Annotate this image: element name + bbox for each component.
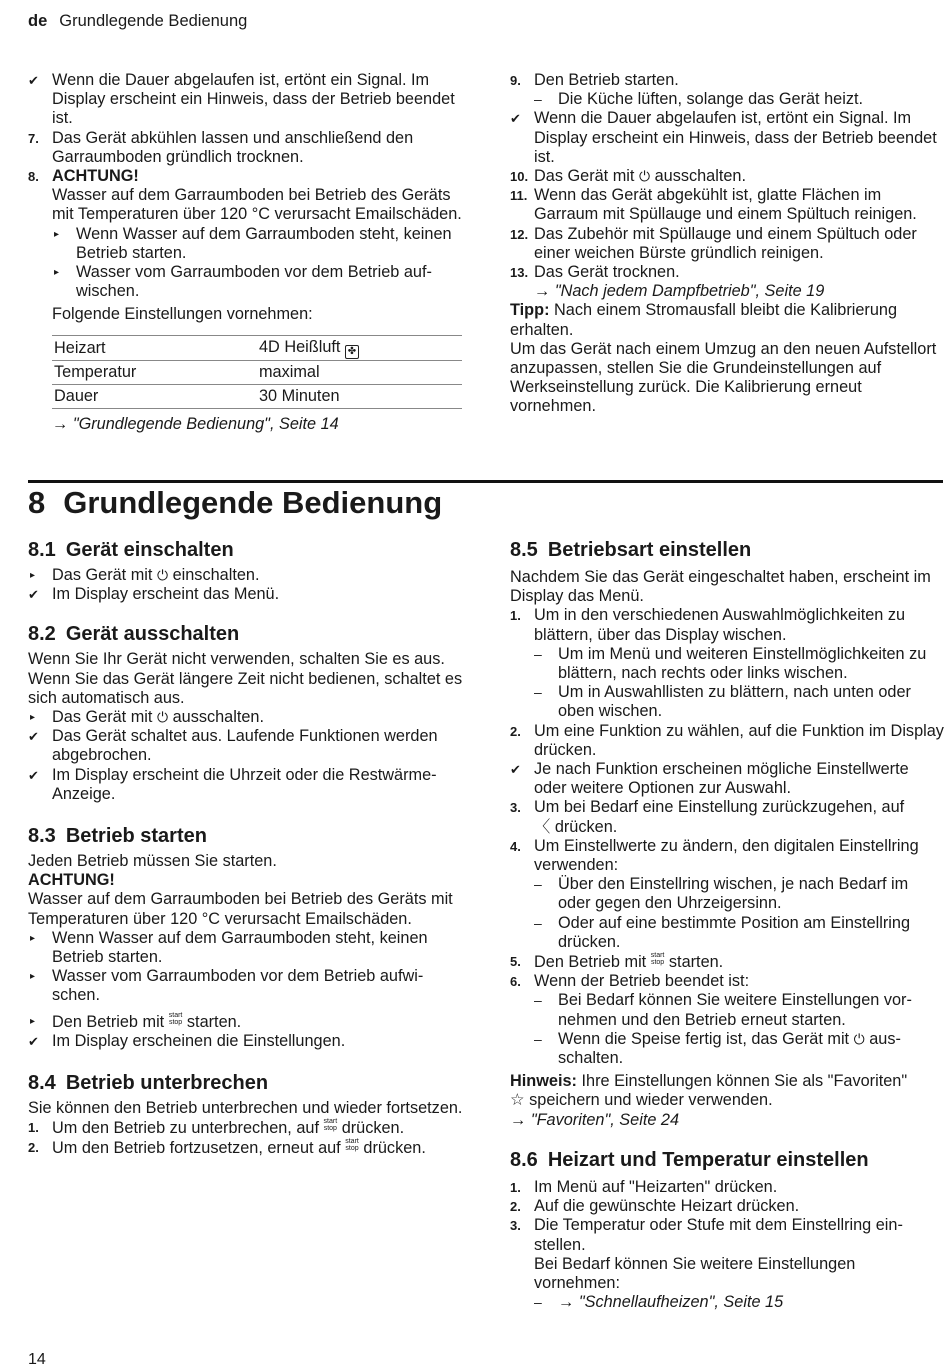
start-stop-icon <box>324 1118 338 1132</box>
star-icon: ☆ <box>510 1091 525 1110</box>
4d-hot-air-icon: ✤ <box>345 345 359 359</box>
step-number: 3. <box>510 800 521 816</box>
power-icon: ⏻ <box>853 1030 865 1047</box>
start-stop-bottom: stop <box>650 959 665 967</box>
step-text: Das Gerät trocknen. <box>534 263 680 282</box>
result-text: Im Display erscheint das Menü. <box>52 585 280 604</box>
action-text: einschalten. <box>172 566 260 584</box>
step-7 <box>28 129 463 167</box>
triangle-bullet-icon: ▸ <box>54 267 60 279</box>
triangle-bullet-icon: ▸ <box>30 570 36 581</box>
section-title: Betrieb unterbrechen <box>65 1072 269 1095</box>
section-8-4-heading <box>28 1071 463 1095</box>
arrow-right-icon: → <box>534 282 551 301</box>
step-10 <box>510 167 945 186</box>
list-item <box>28 708 463 727</box>
result-text: Das Gerät schaltet aus. Laufende Funktionen werden abgebrochen. <box>52 727 438 765</box>
step-number: 1. <box>510 1179 521 1195</box>
result-text: Wenn die Dauer abgelaufen ist, ertönt ein Signal. Im Display erscheint ein Hinweis, dass der Betrieb beendet ist. <box>534 109 937 166</box>
table-cell <box>257 335 462 360</box>
right-top-column <box>510 71 945 417</box>
start-stop-top: start <box>650 952 665 960</box>
result-text: Wenn die Dauer abgelaufen ist, ertönt ein Signal. Im Display erscheint ein Hinweis, dass der Betrieb beendet ist. <box>52 71 455 128</box>
step-number: 13. <box>510 265 529 281</box>
sub-step-text: Bei Bedarf können Sie weitere Einstellungen vornehmen und den Betrieb erneut starten. <box>558 991 912 1029</box>
note-text: Ihre Einstellungen können Sie als "Favoriten" <box>581 1072 908 1091</box>
list-item <box>28 71 463 129</box>
start-stop-top: start <box>168 1011 183 1019</box>
step-number: 4. <box>510 838 521 854</box>
list-item <box>28 263 463 301</box>
step-8 <box>28 167 463 186</box>
list-item <box>28 566 463 585</box>
start-stop-bottom: stop <box>345 1145 359 1153</box>
section-number: 8.6 <box>510 1148 538 1171</box>
chapter-title: Grundlegende Bedienung <box>63 485 443 520</box>
sub-step-text: Über den Einstellring wischen, je nach Bedarf im oder gegen den Uhrzeigersinn. <box>558 875 909 913</box>
step-number: 5. <box>510 954 521 970</box>
step-4 <box>510 837 945 875</box>
step-number: 10. <box>510 169 529 185</box>
list-item <box>510 875 945 913</box>
table-cell: maximal <box>257 360 462 384</box>
step-text: Den Betrieb mit <box>534 953 647 972</box>
dash-bullet: – <box>534 91 542 108</box>
section-title: Betrieb starten <box>65 825 207 848</box>
sub-step-text: Oder auf eine bestimmte Position am Einstellring drücken. <box>558 913 911 951</box>
step-number: 3. <box>510 1218 521 1234</box>
tip-paragraph <box>510 301 945 339</box>
list-item <box>510 683 945 721</box>
cross-reference[interactable] <box>28 415 463 434</box>
power-icon: ⏻ <box>156 567 169 583</box>
xref-text[interactable]: "Grundlegende Bedienung", Seite 14 <box>72 414 339 433</box>
section-number: 8.2 <box>28 623 56 646</box>
note-label: Hinweis: <box>510 1072 577 1091</box>
paragraph: Nachdem Sie das Gerät eingeschaltet haben, erscheint im Display das Menü. <box>510 568 931 606</box>
step-6 <box>510 972 945 991</box>
list-item <box>28 967 463 1005</box>
table-row <box>52 335 462 360</box>
dash-bullet: – <box>534 1030 542 1047</box>
check-icon: ✔ <box>28 1033 39 1049</box>
step-2 <box>510 1197 945 1216</box>
action-text: Das Gerät mit <box>52 708 153 727</box>
section-8-1-heading <box>28 538 463 562</box>
section-8-2-heading <box>28 622 463 646</box>
triangle-bullet-icon: ▸ <box>30 932 36 944</box>
dash-bullet: – <box>534 1294 542 1311</box>
cross-reference[interactable] <box>510 282 945 301</box>
sub-step-text: ausschalten. <box>558 1029 901 1068</box>
table-cell: Temperatur <box>52 360 257 384</box>
result-text: Im Display erscheinen die Einstellungen. <box>52 1031 346 1050</box>
list-item <box>28 1032 463 1051</box>
section-8-5-heading <box>510 538 945 562</box>
start-stop-top: start <box>323 1118 338 1126</box>
note-text: speichern und wieder verwenden. <box>529 1091 773 1110</box>
action-text: starten. <box>186 1012 242 1031</box>
sub-step-text: Die Küche lüften, solange das Gerät heizt. <box>558 90 864 109</box>
tip-text-2: Um das Gerät nach einem Umzug an den neuen Aufstellort anzupassen, stellen Sie die Grundeinstellungen auf Werkseinstellung zurück. Die Kalibrierung erneut vornehmen. <box>510 339 937 416</box>
page-number: 14 <box>28 1351 46 1368</box>
triangle-bullet-icon: ▸ <box>30 712 36 724</box>
list-item <box>510 914 945 952</box>
list-item <box>28 727 463 765</box>
list-item <box>28 585 463 604</box>
step-12 <box>510 225 945 263</box>
sub-step-text: Um in Auswahllisten zu blättern, nach unten oder oben wischen. <box>558 683 911 721</box>
step-text: Im Menü auf "Heizarten" drücken. <box>534 1177 778 1196</box>
power-icon: ⏻ <box>638 168 651 185</box>
table-cell: Dauer <box>52 384 257 408</box>
table-row <box>52 360 462 384</box>
section-number: 8.1 <box>28 539 56 561</box>
list-item <box>510 90 945 109</box>
start-stop-bottom: stop <box>323 1125 337 1133</box>
table-cell: Heizart <box>52 335 257 360</box>
list-item <box>28 1012 463 1032</box>
step-text: Die Temperatur oder Stufe mit dem Einstellring einstellen. <box>534 1216 903 1254</box>
step-number: 2. <box>510 723 521 739</box>
list-item <box>510 645 945 683</box>
step-number: 8. <box>28 169 39 185</box>
triangle-bullet-icon: ▸ <box>30 1015 36 1027</box>
step-number: 11. <box>510 188 528 204</box>
power-icon: ⏻ <box>156 709 169 726</box>
list-item <box>28 929 463 967</box>
step-text: Um den Betrieb zu unterbrechen, auf <box>52 1119 319 1138</box>
dash-bullet: – <box>534 645 542 662</box>
right-bottom-column <box>510 538 945 1312</box>
step-text: ausschalten. <box>654 167 746 186</box>
step-text: drücken. <box>341 1119 405 1138</box>
arrow-right-icon: → <box>510 1110 527 1129</box>
step-text: Um bei Bedarf eine Einstellung zurückzugehen, auf <box>534 798 905 817</box>
start-stop-icon <box>169 1012 183 1026</box>
step-number: 12. <box>510 226 529 242</box>
header-title: Grundlegende Bedienung <box>59 12 248 30</box>
step-text: Bei Bedarf können Sie weitere Einstellungen vornehmen: <box>534 1254 856 1292</box>
step-number: 1. <box>28 1120 39 1136</box>
check-icon: ✔ <box>510 762 521 778</box>
list-item <box>28 766 463 804</box>
tip-label: Tipp: <box>510 301 550 320</box>
step-9 <box>510 71 945 90</box>
warning-text: Wasser auf dem Garraumboden bei Betrieb des Geräts mit Temperaturen über 120 °C verursacht Emailschäden. <box>28 890 453 928</box>
running-header <box>28 12 247 31</box>
result-text: Im Display erscheint die Uhrzeit oder die Restwärme-Anzeige. <box>52 765 437 803</box>
step-text: drücken. <box>554 817 618 836</box>
paragraph: Sie können den Betrieb unterbrechen und wieder fortsetzen. <box>28 1099 463 1118</box>
step-text: Das Zubehör mit Spüllauge und einem Spültuch oder einer weichen Bürste gründlich reinigen. <box>534 224 917 262</box>
step-number: 1. <box>510 608 521 624</box>
action-text: ausschalten. <box>172 708 264 727</box>
back-chevron-icon: 〈 <box>534 817 551 836</box>
start-stop-top: start <box>345 1138 359 1146</box>
paragraph: Wenn Sie Ihr Gerät nicht verwenden, schalten Sie es aus. Wenn Sie das Gerät längere Zeit nicht bedienen, schaltet es sich automatisch aus. <box>28 650 463 707</box>
start-stop-bottom: stop <box>168 1018 183 1026</box>
step-5 <box>510 952 945 972</box>
dash-bullet: – <box>534 684 542 701</box>
step-text: Das Gerät mit <box>534 167 635 186</box>
list-item <box>510 760 945 798</box>
start-stop-icon <box>651 952 665 966</box>
section-8-6-heading <box>510 1148 945 1172</box>
step-1 <box>510 606 945 644</box>
step-text: drücken. <box>363 1139 426 1158</box>
xref-text[interactable]: "Favoriten", Seite 24 <box>530 1110 680 1129</box>
step-number: 7. <box>28 130 39 146</box>
language-code: de <box>28 12 48 30</box>
left-bottom-column <box>28 538 463 1159</box>
check-icon: ✔ <box>28 729 39 745</box>
heating-mode-value: 4D Heißluft <box>259 337 341 356</box>
step-1 <box>510 1178 945 1197</box>
action-text: Das Gerät mit <box>52 566 153 584</box>
triangle-bullet-icon: ▸ <box>30 971 36 983</box>
dash-bullet: – <box>534 914 542 931</box>
step-2 <box>510 722 945 760</box>
step-text: Um Einstellwerte zu ändern, den digitalen Einstellring verwenden: <box>534 836 919 875</box>
dash-bullet: – <box>534 992 542 1009</box>
step-text: Um den Betrieb fortzusetzen, erneut auf <box>52 1139 341 1158</box>
chapter-heading <box>28 486 460 520</box>
left-top-column <box>28 71 463 434</box>
sub-step-text: Wenn die Speise fertig ist, das Gerät mit <box>558 1029 850 1048</box>
section-number: 8.4 <box>28 1072 56 1095</box>
action-text: Wasser vom Garraumboden vor dem Betrieb aufwischen. <box>52 967 424 1005</box>
sub-step-text: Um im Menü und weiteren Einstellmöglichkeiten zu blättern, nach rechts oder links wischen. <box>558 644 927 683</box>
step-text: starten. <box>668 953 724 972</box>
step-3 <box>510 1216 945 1254</box>
step-1 <box>28 1118 463 1138</box>
tip-text: Nach einem Stromausfall bleibt die Kalibrierung erhalten. <box>510 301 898 339</box>
check-icon: ✔ <box>28 767 39 783</box>
list-item <box>28 225 463 263</box>
step-2 <box>28 1138 463 1158</box>
warning-label: ACHTUNG! <box>28 871 115 890</box>
cross-reference[interactable] <box>510 1111 945 1130</box>
list-item <box>510 1030 945 1068</box>
chapter-rule <box>28 480 943 483</box>
table-row <box>52 384 462 408</box>
action-text: Wenn Wasser auf dem Garraumboden steht, keinen Betrieb starten. <box>52 928 428 967</box>
step-text: Wenn der Betrieb beendet ist: <box>534 972 750 991</box>
check-icon: ✔ <box>510 111 521 127</box>
action-text: Den Betrieb mit <box>52 1012 165 1031</box>
step-number: 2. <box>510 1199 521 1215</box>
check-icon: ✔ <box>28 587 39 603</box>
warning-label: ACHTUNG! <box>52 167 139 186</box>
triangle-bullet-icon: ▸ <box>54 228 60 240</box>
list-item <box>510 109 945 167</box>
result-text: Je nach Funktion erscheinen mögliche Einstellwerte oder weitere Optionen zur Auswahl. <box>534 760 909 798</box>
step-3 <box>510 798 945 836</box>
step-number: 6. <box>510 974 521 990</box>
check-icon: ✔ <box>28 73 39 88</box>
step-text: Den Betrieb starten. <box>534 71 679 89</box>
arrow-right-icon: → <box>558 1293 575 1312</box>
step-text: Um in den verschiedenen Auswahlmöglichkeiten zu blättern, über das Display wischen. <box>534 606 906 644</box>
table-cell: 30 Minuten <box>257 384 462 408</box>
start-stop-icon <box>345 1138 359 1152</box>
step-11 <box>510 186 945 224</box>
section-title: Gerät einschalten <box>65 539 234 561</box>
arrow-right-icon: → <box>52 414 69 433</box>
step-13 <box>510 263 945 282</box>
step-text: Um eine Funktion zu wählen, auf die Funktion im Display drücken. <box>534 721 944 759</box>
chapter-number: 8 <box>28 485 46 520</box>
note-paragraph <box>510 1072 945 1110</box>
section-8-3-heading <box>28 824 463 848</box>
step-number: 2. <box>28 1140 39 1156</box>
step-text: Auf die gewünschte Heizart drücken. <box>534 1197 800 1216</box>
section-number: 8.5 <box>510 539 538 561</box>
section-number: 8.3 <box>28 825 56 848</box>
section-title: Betriebsart einstellen <box>547 539 752 561</box>
dash-bullet: – <box>534 876 542 893</box>
section-title: Heizart und Temperatur einstellen <box>547 1148 869 1171</box>
xref-text[interactable]: "Nach jedem Dampfbetrieb", Seite 19 <box>554 282 825 301</box>
paragraph: Jeden Betrieb müssen Sie starten. <box>28 852 277 871</box>
step-number: 9. <box>510 73 521 88</box>
step-text: Wenn das Gerät abgekühlt ist, glatte Flächen im Garraum mit Spüllauge und einem Spültuch reinigen. <box>534 186 917 224</box>
section-title: Gerät ausschalten <box>65 623 240 646</box>
action-text: Wenn Wasser auf dem Garraumboden steht, keinen Betrieb starten. <box>76 224 452 262</box>
settings-intro: Folgende Einstellungen vornehmen: <box>52 305 313 324</box>
warning-text: Wasser auf dem Garraumboden bei Betrieb des Geräts mit Temperaturen über 120 °C verursacht Emailschäden. <box>52 186 462 224</box>
action-text: Wasser vom Garraumboden vor dem Betrieb aufwischen. <box>76 263 432 301</box>
settings-table <box>52 335 462 409</box>
list-item <box>510 991 945 1029</box>
step-text: Das Gerät abkühlen lassen und anschließend den Garraumboden gründlich trocknen. <box>52 128 414 166</box>
xref-text[interactable]: "Schnellaufheizen", Seite 15 <box>578 1293 784 1312</box>
cross-reference[interactable] <box>510 1293 945 1312</box>
